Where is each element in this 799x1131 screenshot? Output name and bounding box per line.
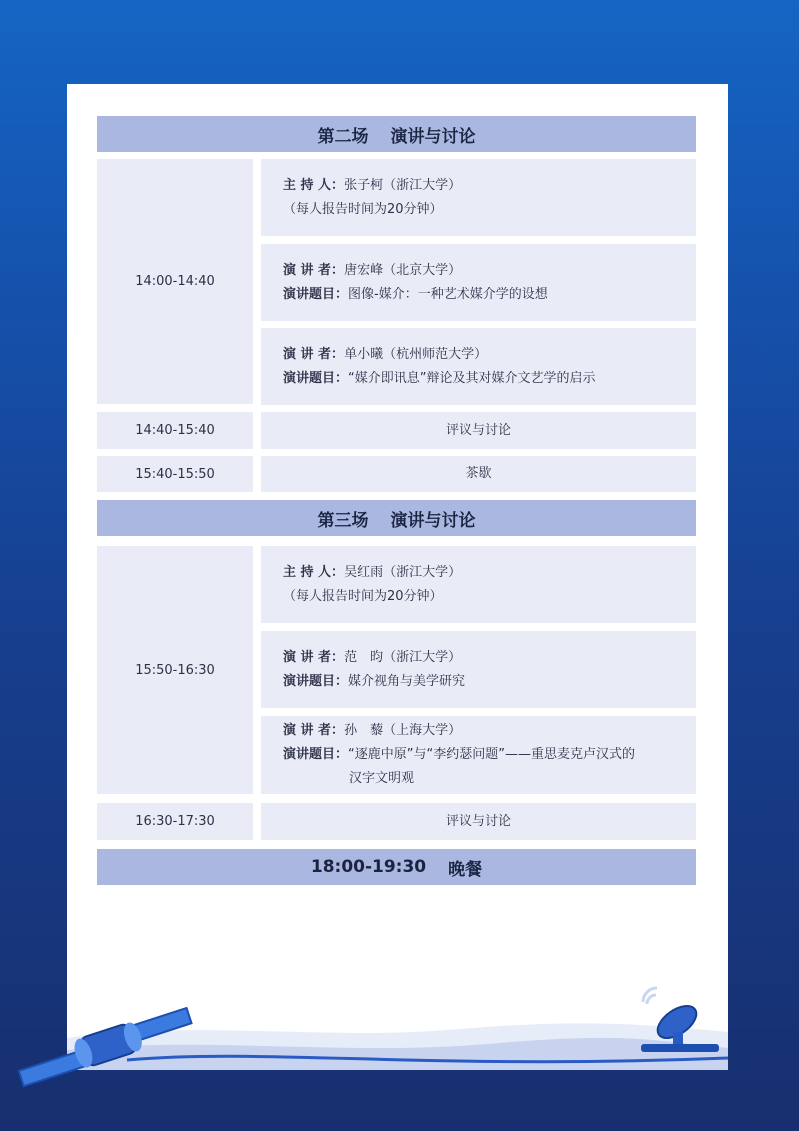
satellite-icon bbox=[10, 995, 200, 1095]
speaker-line bbox=[283, 719, 696, 743]
host-label: 主 持 人： bbox=[283, 177, 345, 193]
topic-line bbox=[283, 367, 696, 391]
host-line bbox=[283, 561, 696, 585]
break-time-cell bbox=[97, 456, 253, 492]
session2-time: 14:00-14:40 bbox=[135, 274, 215, 289]
speaker-name: 孙 藜（上海大学） bbox=[344, 723, 462, 738]
speaker-label: 演 讲 者： bbox=[283, 723, 345, 738]
session2-host-cell bbox=[261, 159, 696, 236]
dinner-header bbox=[97, 849, 696, 885]
break-label: 茶歇 bbox=[465, 466, 492, 481]
program-card bbox=[67, 84, 728, 1070]
session2-subtitle: 演讲与讨论 bbox=[390, 126, 476, 147]
speaker-label: 演 讲 者： bbox=[283, 649, 345, 665]
topic-label: 演讲题目： bbox=[283, 747, 349, 762]
radar-dish-icon bbox=[633, 982, 723, 1057]
session2-speaker2-cell bbox=[261, 328, 696, 405]
session2-discussion-time-cell bbox=[97, 412, 253, 449]
topic-text: “逐鹿中原”与“李约瑟问题”——重思麦克卢汉式的 bbox=[348, 747, 635, 762]
host-label: 主 持 人： bbox=[283, 564, 345, 580]
host-name: 吴红雨（浙江大学） bbox=[344, 564, 462, 580]
topic-text-continued: 汉字文明观 bbox=[349, 771, 415, 786]
session2-header bbox=[97, 116, 696, 152]
speaker-name: 唐宏峰（北京大学） bbox=[344, 262, 462, 278]
topic-text: “媒介即讯息”辩论及其对媒介文艺学的启示 bbox=[348, 370, 596, 386]
speaker-name: 范 昀（浙江大学） bbox=[344, 649, 462, 665]
speaker-label: 演 讲 者： bbox=[283, 262, 345, 278]
topic-label: 演讲题目： bbox=[283, 286, 349, 302]
session2-title: 第二场 bbox=[317, 126, 369, 147]
break-cell bbox=[261, 456, 696, 492]
speaker-line bbox=[283, 259, 696, 283]
dinner-time: 18:00-19:30 bbox=[310, 857, 427, 877]
topic-text: 图像-媒介：一种艺术媒介学的设想 bbox=[348, 286, 548, 302]
session3-host-cell bbox=[261, 546, 696, 623]
discussion-label: 评议与讨论 bbox=[445, 422, 511, 438]
session3-speaker2-cell bbox=[261, 716, 696, 794]
topic-label: 演讲题目： bbox=[283, 673, 349, 689]
host-name: 张子柯（浙江大学） bbox=[344, 177, 462, 193]
break-time: 15:40-15:50 bbox=[135, 466, 215, 482]
session3-header bbox=[97, 500, 696, 536]
discussion-time: 14:40-15:40 bbox=[135, 423, 215, 438]
topic-text: 媒介视角与美学研究 bbox=[348, 673, 466, 689]
speaker-name: 单小曦（杭州师范大学） bbox=[344, 346, 488, 362]
topic-label: 演讲题目： bbox=[283, 370, 349, 386]
session2-time-cell bbox=[97, 159, 253, 404]
session2-discussion-cell bbox=[261, 412, 696, 449]
dinner-label: 晚餐 bbox=[448, 859, 483, 880]
speaker-line bbox=[283, 343, 696, 367]
host-line bbox=[283, 174, 696, 198]
session3-discussion-cell bbox=[261, 803, 696, 840]
topic-line bbox=[283, 670, 696, 694]
session3-time-cell bbox=[97, 546, 253, 794]
host-note: （每人报告时间为20分钟） bbox=[283, 201, 443, 217]
topic-line bbox=[283, 743, 696, 767]
session3-title: 第三场 bbox=[317, 510, 369, 531]
session3-time: 15:50-16:30 bbox=[135, 662, 215, 678]
topic-line bbox=[283, 283, 696, 307]
session3-subtitle: 演讲与讨论 bbox=[390, 510, 476, 531]
session3-discussion-time-cell bbox=[97, 803, 253, 840]
discussion-time: 16:30-17:30 bbox=[135, 814, 215, 829]
speaker-label: 演 讲 者： bbox=[283, 346, 345, 362]
session2-speaker1-cell bbox=[261, 244, 696, 321]
session3-speaker1-cell bbox=[261, 631, 696, 708]
discussion-label: 评议与讨论 bbox=[445, 813, 511, 829]
speaker-line bbox=[283, 646, 696, 670]
host-note: （每人报告时间为20分钟） bbox=[283, 588, 443, 604]
